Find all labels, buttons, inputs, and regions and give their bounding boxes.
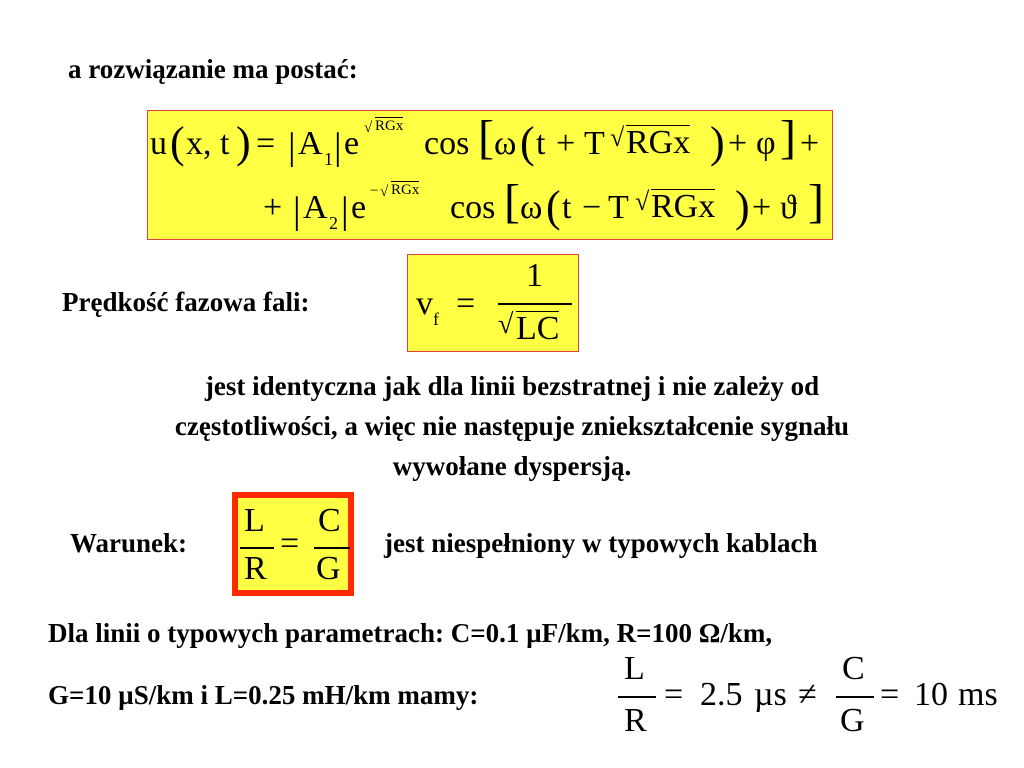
sqrt-sign: √ (498, 309, 514, 340)
paragraph-line: jest identyczna jak dla linii bezstratnej i nie zależy od (204, 371, 820, 401)
sqrt-sign: √ (635, 187, 650, 216)
exp-sqrt: √ (364, 120, 373, 136)
bracket-open: [ (504, 175, 520, 228)
formula-t: t (562, 189, 572, 226)
paren-open: ( (520, 118, 535, 167)
formula-plus: + (263, 189, 283, 226)
paren-open: ( (546, 182, 561, 231)
formula-A1-sub: 1 (324, 149, 333, 169)
paragraph-line: wywołane dyspersją. (392, 451, 632, 481)
phase-label: Prędkość fazowa fali: (62, 287, 310, 317)
bracket-close: ] (808, 175, 824, 228)
formula-e: e (344, 125, 360, 162)
phase-velocity-box (407, 254, 579, 352)
abs-bar: | (334, 126, 342, 168)
formula-rgx: RGx (651, 188, 716, 225)
formula-eq: = (256, 125, 276, 162)
abs-bar: | (288, 126, 296, 168)
result-value-2: 10 (914, 676, 948, 713)
frac-C: C (318, 502, 341, 539)
formula-eq: = (664, 676, 684, 713)
result-value-1: 2.5 (700, 676, 743, 713)
paragraph-line: częstotliwości, a więc nie następuje zniekształcenie sygnału (174, 411, 850, 441)
not-equal-sign: ≠ (798, 676, 817, 713)
formula-xt: x, t (186, 125, 230, 162)
frac-C: C (842, 650, 865, 687)
formula-phi: φ (756, 125, 776, 162)
frac-R: R (244, 550, 267, 587)
formula-t: t (536, 125, 546, 162)
frac-G: G (316, 550, 341, 587)
formula-plus: + (556, 125, 576, 162)
formula-eq: = (456, 285, 476, 322)
fraction-numerator: 1 (526, 257, 543, 294)
formula-T: T (584, 125, 605, 162)
fraction-bar (240, 547, 274, 549)
formula-omega: ω (494, 125, 517, 162)
formula-plus: + (728, 125, 748, 162)
result-formula (612, 648, 1016, 764)
formula-u: u (150, 125, 167, 162)
formula-plus: + (752, 189, 772, 226)
condition-label: Warunek: (70, 528, 188, 558)
fraction-denominator: LC (516, 310, 560, 347)
formula-A1: A (298, 125, 323, 162)
formula-A2: A (303, 189, 328, 226)
formula-omega: ω (520, 189, 543, 226)
formula-eq: = (880, 676, 900, 713)
formula-rgx: RGx (626, 124, 691, 161)
bracket-open: [ (478, 111, 494, 164)
params-line-2: G=10 µS/km i L=0.25 mH/km mamy: (48, 680, 479, 710)
abs-bar: | (341, 190, 349, 232)
formula-e: e (351, 189, 367, 226)
condition-note: jest niespełniony w typowych kablach (384, 528, 818, 558)
formula-cos: cos (424, 125, 470, 162)
fraction-bar (314, 547, 350, 549)
formula-v: v (416, 285, 433, 322)
frac-L: L (244, 502, 265, 539)
formula-theta: ϑ (780, 189, 797, 226)
abs-bar: | (293, 190, 301, 232)
exp-rgx: RGx (375, 118, 404, 134)
frac-L: L (624, 650, 645, 687)
formula-plus-tail: + (800, 125, 820, 162)
solution-formula-box (147, 110, 833, 240)
formula-T: T (608, 189, 629, 226)
exp-minus: − (370, 183, 379, 199)
fraction-bar (498, 303, 572, 305)
exp-rgx: RGx (391, 182, 420, 198)
fraction-bar (618, 696, 656, 698)
formula-v-sub: f (433, 309, 439, 329)
paren-close: ) (710, 118, 725, 167)
frac-R: R (624, 702, 647, 739)
sqrt-sign: √ (610, 123, 625, 152)
condition-formula-box (232, 492, 354, 596)
description-paragraph (0, 366, 1024, 486)
fraction-bar (836, 696, 874, 698)
paren-open: ( (170, 118, 185, 167)
formula-minus: − (582, 189, 602, 226)
params-line-1: Dla linii o typowych parametrach: C=0.1 µF/km, R=100 Ω/km, (48, 618, 773, 648)
formula-A2-sub: 2 (329, 213, 338, 233)
intro-text: a rozwiązanie ma postać: (68, 54, 358, 84)
formula-cos: cos (450, 189, 496, 226)
paren-close: ) (236, 118, 251, 167)
result-unit-1: µs (754, 676, 787, 713)
exp-sqrt: √ (380, 184, 389, 200)
paren-close: ) (735, 182, 750, 231)
formula-eq: = (280, 525, 300, 562)
bracket-close: ] (780, 111, 796, 164)
result-unit-2: ms (958, 676, 998, 713)
frac-G: G (840, 702, 865, 739)
